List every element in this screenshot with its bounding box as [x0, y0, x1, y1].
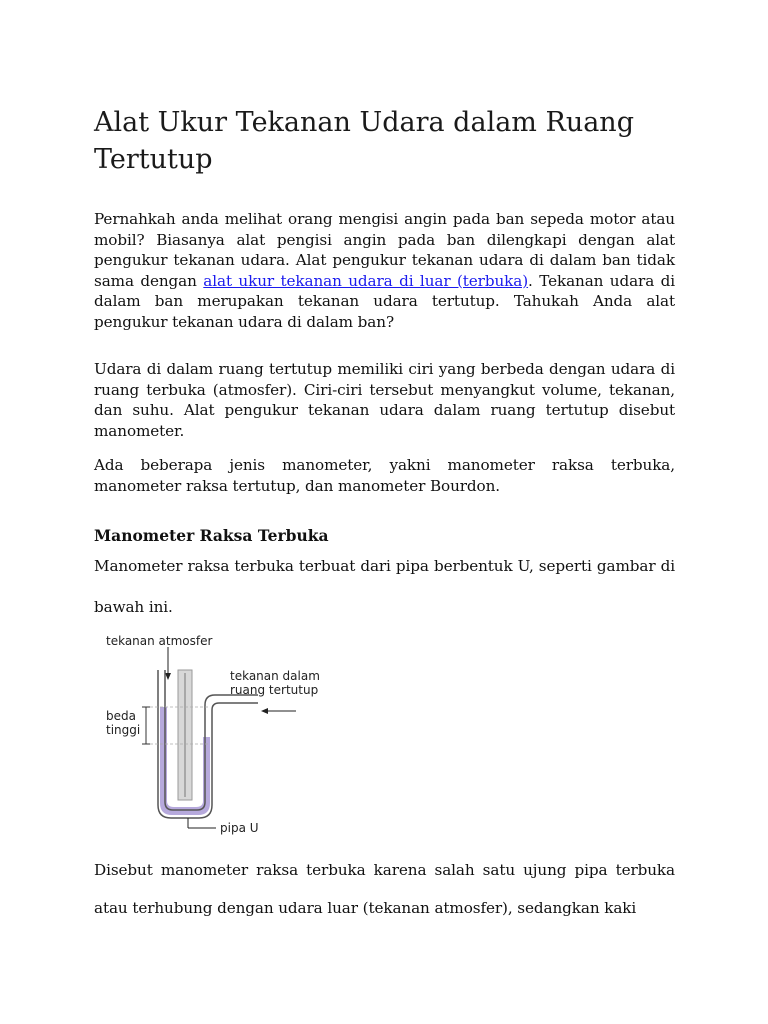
label-height-2: tinggi — [106, 723, 141, 737]
label-inside-pressure-1: tekanan dalam — [230, 669, 320, 683]
u-tube-manometer-diagram — [106, 625, 588, 835]
manometer-figure — [106, 625, 588, 835]
paragraph-manometer-types: Ada beberapa jenis manometer, yakni manometer raksa terbuka, manometer raksa tertutup, dan manometer Bourdon. — [94, 456, 675, 495]
paragraph-u-tube: Manometer raksa terbuka terbuat dari pipa berbentuk U, seperti gambar di bawah ini. — [94, 557, 675, 616]
paragraph-closed-space: Udara di dalam ruang tertutup memiliki ciri yang berbeda dengan udara di ruang terbuka (atmosfer). Ciri-ciri tersebut menyangkut volume, tekanan, dan suhu. Alat pengukur tekanan udara dalam ruang tertutup disebut manometer. — [94, 360, 675, 440]
paragraph-intro — [94, 209, 675, 332]
paragraph-intro-text-end: . Tekanan udara di dalam ban merupakan tekanan udara tertutup. Tahukah Anda alat pengukur tekanan udara di dalam ban? — [94, 271, 676, 331]
atmosphere-arrow-head — [165, 673, 171, 680]
label-height-1: beda — [106, 709, 136, 723]
open-air-pressure-link[interactable]: alat ukur tekanan udara di luar (terbuka) — [203, 271, 529, 290]
paragraph-open-manometer: Disebut manometer raksa terbuka karena salah satu ujung pipa terbuka atau terhubung dengan udara luar (tekanan atmosfer), sedangkan kaki — [94, 861, 675, 917]
label-atmosphere: tekanan atmosfer — [106, 634, 213, 648]
paragraph-intro-text-start: Pernahkah anda melihat orang mengisi angin pada ban sepeda motor atau mobil? Biasanya alat pengisi angin pada ban dilengkapi dengan alat pengukur tekanan udara. Alat pengukur tekanan udara di dalam ban tidak sama dengan — [94, 210, 675, 290]
label-inside-pressure-2: ruang tertutup — [230, 683, 319, 697]
section-heading: Manometer Raksa Terbuka — [94, 526, 329, 545]
label-pipe: pipa U — [220, 821, 259, 835]
article-title: Alat Ukur Tekanan Udara dalam Ruang Tertutup — [94, 107, 634, 175]
inside-pressure-arrow-head — [261, 708, 268, 714]
